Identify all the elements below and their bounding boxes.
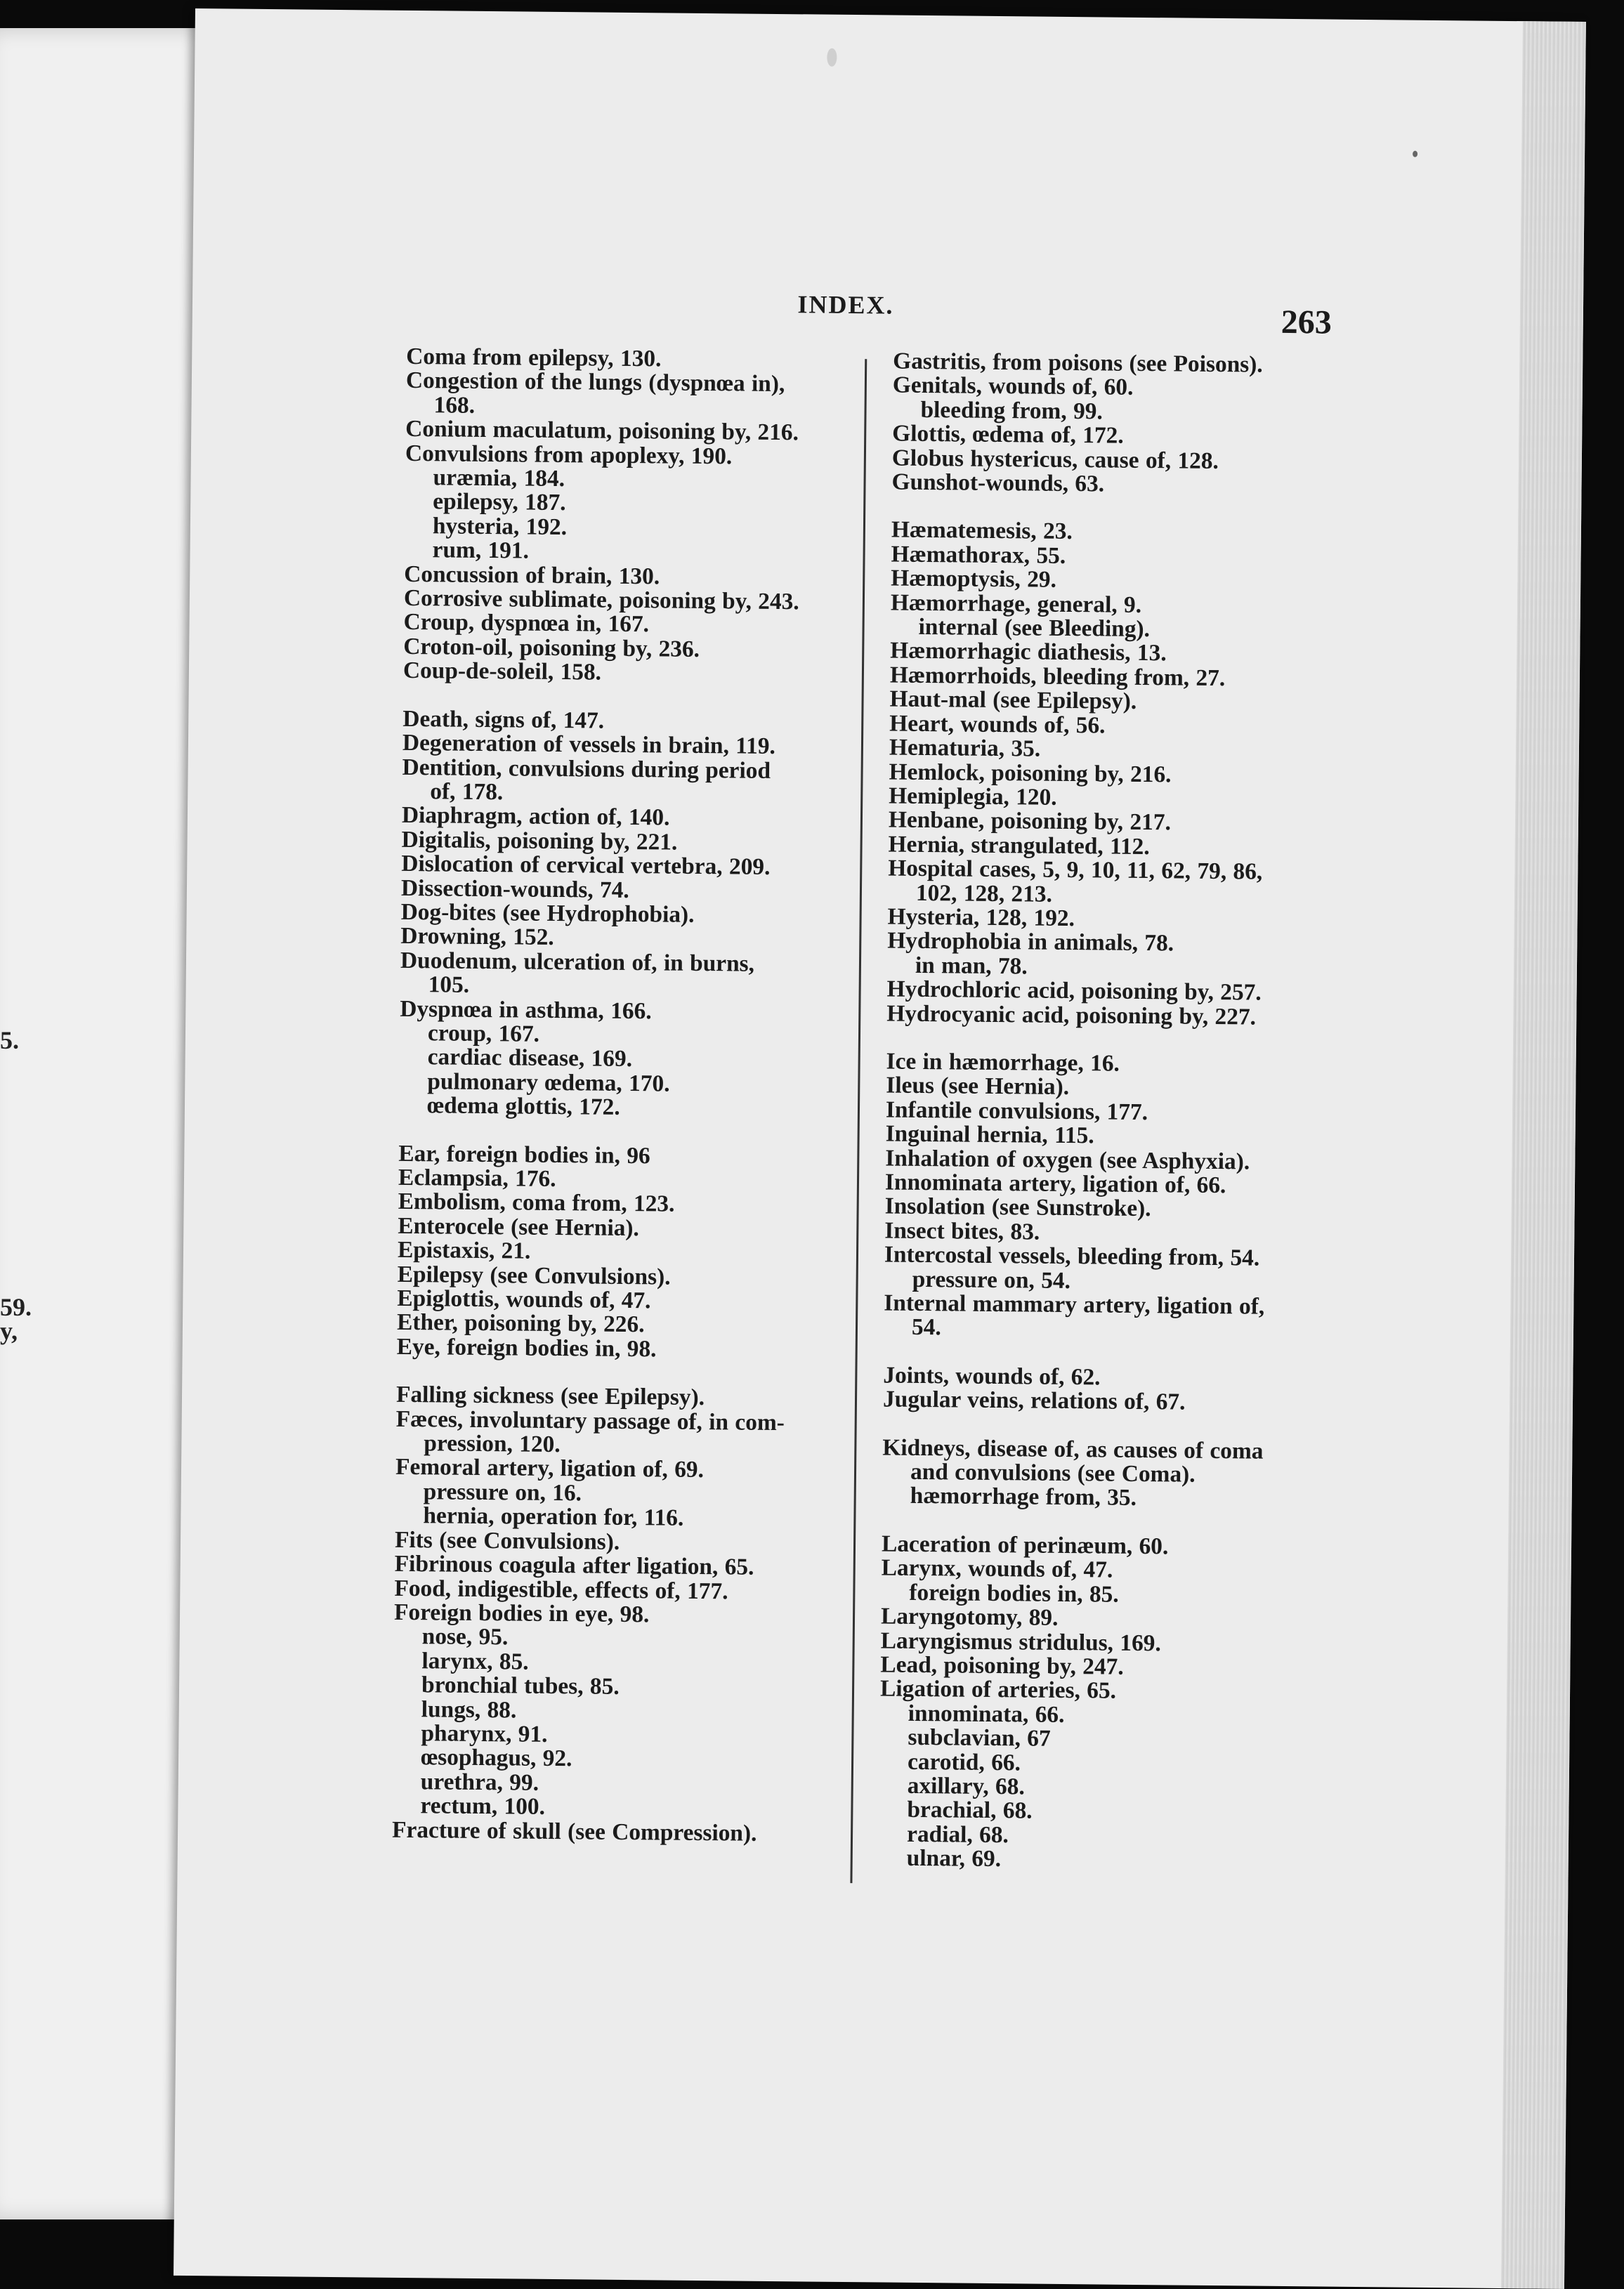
- index-subentry: œdema glottis, 172.: [426, 1092, 620, 1121]
- index-entry: Jugular veins, relations of, 67.: [882, 1386, 1186, 1415]
- index-entry: Degeneration of vessels in brain, 119.: [402, 729, 776, 760]
- index-entry: Dentition, convulsions during period: [402, 754, 771, 784]
- index-entry: Hysteria, 128, 192.: [887, 903, 1075, 932]
- index-subentry: croup, 167.: [427, 1020, 540, 1047]
- index-entry: Fibrinous coagula after ligation, 65.: [394, 1550, 754, 1580]
- index-subentry: 105.: [428, 971, 470, 998]
- index-entry: Hernia, strangulated, 112.: [888, 831, 1150, 860]
- index-entry: Ice in hæmorrhage, 16.: [886, 1048, 1120, 1077]
- index-entry: Ileus (see Hernia).: [886, 1072, 1070, 1101]
- page-header-title: INDEX.: [797, 290, 894, 320]
- index-subentry: uræmia, 184.: [433, 464, 565, 492]
- index-subentry: hæmorrhage from, 35.: [910, 1483, 1137, 1511]
- index-entry: Kidneys, disease of, as causes of coma: [882, 1434, 1264, 1464]
- index-entry: Hydrocyanic acid, poisoning by, 227.: [886, 1000, 1257, 1030]
- index-entry: Epistaxis, 21.: [397, 1237, 531, 1264]
- index-entry: Epiglottis, wounds of, 47.: [397, 1285, 651, 1314]
- index-entry: Croup, dyspnœa in, 167.: [403, 609, 650, 638]
- index-subentry: bronchial tubes, 85.: [421, 1672, 620, 1700]
- index-entry: Coma from epilepsy, 130.: [406, 343, 662, 372]
- index-entry: Epilepsy (see Convulsions).: [397, 1261, 671, 1290]
- index-entry: Ether, poisoning by, 226.: [396, 1309, 645, 1338]
- index-entry: Hæmorrhagic diathesis, 13.: [890, 638, 1167, 667]
- index-entry: Eye, foreign bodies in, 98.: [396, 1333, 657, 1363]
- index-entry: Enterocele (see Hernia).: [398, 1212, 640, 1241]
- index-entry: Henbane, poisoning by, 217.: [888, 806, 1172, 836]
- index-subentry: pression, 120.: [424, 1430, 561, 1458]
- index-entry: Hemlock, poisoning by, 216.: [889, 759, 1172, 787]
- index-entry: Hæmatemesis, 23.: [891, 516, 1073, 545]
- index-entry: Conium maculatum, poisoning by, 216.: [405, 416, 799, 446]
- index-subentry: pressure on, 54.: [912, 1266, 1071, 1294]
- index-entry: Haut-mal (see Epilepsy).: [889, 686, 1137, 715]
- index-subentry: pulmonary œdema, 170.: [427, 1068, 670, 1097]
- index-subentry: urethra, 99.: [420, 1768, 539, 1796]
- index-entry: Joints, wounds of, 62.: [883, 1362, 1101, 1391]
- left-page-fragment: 5.: [0, 1026, 19, 1054]
- index-entry: Laryngismus stridulus, 169.: [880, 1627, 1161, 1656]
- index-entry: Corrosive sublimate, poisoning by, 243.: [403, 584, 799, 615]
- index-subentry: innominata, 66.: [908, 1700, 1065, 1728]
- index-entry: Gunshot-wounds, 63.: [891, 468, 1105, 497]
- index-subentry: rum, 191.: [432, 537, 530, 564]
- index-entry: Hydrophobia in animals, 78.: [887, 927, 1174, 957]
- left-page-fragment: 59.: [0, 1293, 32, 1321]
- index-entry: Eclampsia, 176.: [398, 1164, 556, 1193]
- page-edge-texture: [1501, 21, 1586, 2289]
- left-page-fragment: y,: [0, 1317, 18, 1345]
- index-entry: Dog-bites (see Hydrophobia).: [400, 898, 695, 928]
- index-subentry: ulnar, 69.: [906, 1845, 1002, 1872]
- index-entry: Hematuria, 35.: [889, 734, 1041, 762]
- index-subentry: larynx, 85.: [421, 1647, 529, 1675]
- index-subentry: radial, 68.: [906, 1821, 1009, 1848]
- index-entry: Ear, foreign bodies in, 96: [398, 1140, 650, 1169]
- index-entry: Genitals, wounds of, 60.: [892, 372, 1134, 401]
- index-entry: Globus hystericus, cause of, 128.: [891, 445, 1219, 474]
- index-entry: Hæmoptysis, 29.: [891, 565, 1057, 593]
- index-entry: Insect bites, 83.: [884, 1217, 1040, 1245]
- index-subentry: internal (see Bleeding).: [918, 613, 1151, 643]
- index-entry: Inhalation of oxygen (see Asphyxia).: [885, 1145, 1250, 1175]
- index-subentry: 102, 128, 213.: [915, 879, 1053, 907]
- index-subentry: bleeding from, 99.: [920, 396, 1103, 425]
- index-entry: Laryngotomy, 89.: [880, 1603, 1059, 1631]
- index-subentry: of, 178.: [430, 778, 504, 806]
- index-subentry: foreign bodies in, 85.: [909, 1579, 1119, 1608]
- index-entry: Fracture of skull (see Compression).: [391, 1816, 757, 1847]
- index-subentry: 54.: [911, 1314, 941, 1341]
- index-subentry: subclavian, 67: [908, 1724, 1051, 1752]
- index-entry: Food, indigestible, effects of, 177.: [394, 1575, 728, 1604]
- index-entry: Foreign bodies in eye, 98.: [393, 1599, 650, 1628]
- index-entry: Hæmorrhoids, bleeding from, 27.: [889, 662, 1226, 691]
- index-entry: Embolism, coma from, 123.: [398, 1188, 675, 1218]
- index-entry: Diaphragm, action of, 140.: [401, 802, 670, 831]
- index-entry: Dyspnœa in asthma, 166.: [400, 995, 652, 1024]
- index-subentry: pharynx, 91.: [421, 1720, 548, 1747]
- index-entry: Internal mammary artery, ligation of,: [884, 1290, 1265, 1320]
- index-subentry: axillary, 68.: [907, 1772, 1025, 1800]
- index-entry: Dissection-wounds, 74.: [400, 874, 629, 903]
- index-entry: Lead, poisoning by, 247.: [880, 1651, 1124, 1680]
- index-subentry: and convulsions (see Coma).: [910, 1458, 1196, 1488]
- index-entry: Coup-de-soleil, 158.: [402, 657, 602, 686]
- index-entry: Femoral artery, ligation of, 69.: [395, 1454, 705, 1483]
- page-number: 263: [1281, 303, 1332, 341]
- index-entry: Convulsions from apoplexy, 190.: [405, 440, 733, 469]
- index-subentry: nose, 95.: [421, 1623, 509, 1651]
- index-entry: Fits (see Convulsions).: [394, 1526, 620, 1555]
- index-column-left: [392, 345, 863, 1847]
- index-subentry: hysteria, 192.: [432, 513, 568, 540]
- index-entry: Intercostal vessels, bleeding from, 54.: [884, 1241, 1260, 1271]
- index-entry: Croton-oil, poisoning by, 236.: [403, 633, 700, 662]
- paper-speck: [1413, 151, 1417, 157]
- index-subentry: epilepsy, 187.: [433, 488, 566, 516]
- index-entry: Hemiplegia, 120.: [889, 782, 1057, 811]
- index-column-right: [879, 350, 1357, 1875]
- index-subentry: pressure on, 16.: [423, 1478, 582, 1507]
- index-entry: Larynx, wounds of, 47.: [881, 1554, 1113, 1583]
- index-entry: Heart, wounds of, 56.: [889, 710, 1106, 739]
- index-subentry: œsophagus, 92.: [420, 1744, 572, 1772]
- index-subentry: cardiac disease, 169.: [427, 1044, 633, 1073]
- index-entry: Inguinal hernia, 115.: [885, 1120, 1094, 1149]
- index-subentry: in man, 78.: [915, 952, 1028, 980]
- index-entry: Insolation (see Sunstroke).: [884, 1193, 1151, 1222]
- index-subentry: rectum, 100.: [420, 1792, 546, 1821]
- index-entry: Congestion of the lungs (dyspnœa in),: [405, 367, 785, 398]
- index-entry: Laceration of perinæum, 60.: [881, 1530, 1169, 1560]
- index-entry: Digitalis, poisoning by, 221.: [401, 826, 678, 855]
- index-entry: Ligation of arteries, 65.: [879, 1675, 1117, 1705]
- index-entry: Glottis, œdema of, 172.: [892, 420, 1124, 449]
- index-entry: Fæces, involuntary passage of, in com-: [395, 1405, 785, 1436]
- index-entry: Concussion of brain, 130.: [404, 560, 660, 590]
- index-entry: Infantile convulsions, 177.: [885, 1096, 1148, 1125]
- index-entry: Innominata artery, ligation of, 66.: [884, 1169, 1226, 1199]
- index-entry: Hydrochloric acid, poisoning by, 257.: [886, 976, 1262, 1006]
- index-entry: Gastritis, from poisons (see Poisons).: [893, 348, 1263, 378]
- index-entry: Death, signs of, 147.: [402, 705, 605, 734]
- index-subentry: lungs, 88.: [421, 1696, 517, 1724]
- index-entry: Hospital cases, 5, 9, 10, 11, 62, 79, 86,: [888, 855, 1263, 885]
- index-subentry: 168.: [433, 392, 476, 419]
- index-subentry: brachial, 68.: [907, 1797, 1033, 1824]
- index-entry: Duodenum, ulceration of, in burns,: [400, 947, 755, 977]
- index-page: [173, 8, 1586, 2289]
- index-entry: Falling sickness (see Epilepsy).: [395, 1382, 705, 1411]
- paper-speck: [827, 48, 837, 67]
- index-entry: Hæmathorax, 55.: [891, 541, 1066, 569]
- index-subentry: carotid, 66.: [907, 1748, 1021, 1776]
- index-entry: Drowning, 152.: [400, 923, 554, 951]
- index-entry: Hæmorrhage, general, 9.: [890, 589, 1142, 618]
- index-entry: Dislocation of cervical vertebra, 209.: [401, 850, 771, 881]
- index-subentry: hernia, operation for, 116.: [423, 1502, 684, 1532]
